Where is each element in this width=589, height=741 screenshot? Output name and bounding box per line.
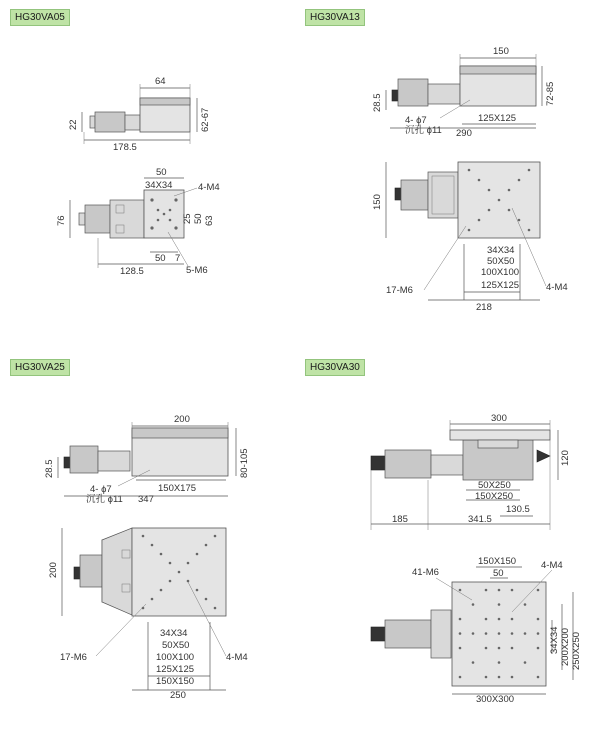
mount-hole	[498, 676, 501, 679]
mount-hole	[511, 632, 514, 635]
va13-plan-p2: 50X50	[487, 256, 515, 267]
mount-hole	[214, 607, 217, 610]
mount-hole	[468, 169, 471, 172]
mount-hole	[488, 209, 491, 212]
mount-hole	[459, 647, 462, 650]
mount-hole	[459, 676, 462, 679]
va25-plan-p2: 50X50	[162, 640, 190, 651]
va05-plan-tap-bottom: 5-M6	[186, 265, 208, 276]
mount-hole	[511, 589, 514, 592]
mount-hole	[485, 676, 488, 679]
va30-side-right-dim: 120	[560, 450, 571, 466]
va25-side-length: 347	[138, 494, 154, 505]
mount-hole	[205, 598, 208, 601]
mount-hole	[524, 661, 527, 664]
mount-hole	[518, 179, 521, 182]
va05-plan-d50: 50	[193, 213, 204, 224]
va30-plan-view	[371, 556, 582, 705]
va13-side-pitch: 125X125	[478, 113, 517, 124]
mount-hole	[459, 618, 462, 621]
mount-hole	[511, 618, 514, 621]
mount-hole	[508, 209, 511, 212]
va30-side-p1: 50X250	[478, 480, 511, 491]
mount-hole	[485, 618, 488, 621]
mount-hole	[169, 580, 172, 583]
model-tag-va30: HG30VA30	[305, 359, 365, 376]
mount-hole	[214, 535, 217, 538]
va30-plan-bottom: 300X300	[476, 694, 515, 705]
va25-side-holes: 4- ϕ7	[90, 484, 112, 495]
mount-hole	[485, 589, 488, 592]
va05-plan-tap: 4-M4	[198, 182, 220, 193]
va30-plan-top2: 50	[493, 568, 504, 579]
va30-side-p2: 150X250	[475, 491, 514, 502]
mount-hole	[472, 632, 475, 635]
va13-plan-tap-right: 4-M4	[546, 282, 568, 293]
va05-plan-d63: 63	[204, 215, 215, 226]
mount-hole	[187, 562, 190, 565]
mount-hole	[472, 603, 475, 606]
va25-plan-left-dim: 200	[48, 562, 59, 578]
mount-hole	[537, 647, 540, 650]
mount-hole	[498, 618, 501, 621]
va05-plan-view	[56, 167, 220, 277]
va25-plan-length: 250	[170, 690, 186, 701]
mount-hole	[178, 571, 181, 574]
mount-hole	[485, 647, 488, 650]
mount-hole	[151, 598, 154, 601]
mount-hole	[498, 199, 501, 202]
mount-hole	[205, 544, 208, 547]
mount-hole	[478, 179, 481, 182]
mount-hole	[498, 661, 501, 664]
va25-plan-tap-right: 4-M4	[226, 652, 248, 663]
model-tag-va25: HG30VA25	[10, 359, 70, 376]
va05-side-left-dim: 22	[68, 119, 79, 130]
mount-hole	[488, 189, 491, 192]
va13-plan-tap-left: 17-M6	[386, 285, 413, 296]
mount-hole	[498, 603, 501, 606]
mount-hole	[537, 632, 540, 635]
va30-plan-tap-left: 41-M6	[412, 567, 439, 578]
mount-hole	[478, 219, 481, 222]
va13-plan-length: 218	[476, 302, 492, 313]
va05-plan-left-dim: 76	[56, 215, 67, 226]
mount-hole	[187, 580, 190, 583]
mount-hole	[459, 589, 462, 592]
va25-side-pitch: 150X175	[158, 483, 197, 494]
mount-hole	[511, 647, 514, 650]
mount-hole	[537, 589, 540, 592]
mount-hole	[498, 632, 501, 635]
va05-plan-bottom7: 7	[175, 253, 181, 264]
mount-hole	[524, 632, 527, 635]
va05-side-length-dim: 178.5	[113, 142, 137, 153]
mount-hole	[472, 661, 475, 664]
va05-side-top-dim: 64	[155, 76, 166, 87]
mount-hole	[528, 229, 531, 232]
va05-plan-pitch: 34X34	[145, 180, 173, 191]
va25-plan-p4: 125X125	[156, 664, 195, 675]
mount-hole	[160, 553, 163, 556]
va05-plan-bottom50: 50	[155, 253, 166, 264]
va25-plan-p5: 150X150	[156, 676, 195, 687]
va13-side-view	[372, 46, 556, 139]
va25-side-counter: 沉孔 ϕ11	[86, 494, 123, 505]
va25-side-top-dim: 200	[174, 414, 190, 425]
va25-plan-p3: 100X100	[156, 652, 195, 663]
va05-side-view	[68, 76, 211, 153]
mount-hole	[528, 169, 531, 172]
va13-plan-view	[372, 162, 568, 313]
mount-hole	[537, 618, 540, 621]
mount-hole	[468, 229, 471, 232]
mount-hole	[498, 647, 501, 650]
mount-hole	[524, 603, 527, 606]
mount-hole	[518, 219, 521, 222]
va30-side-left-len: 185	[392, 514, 408, 525]
va13-plan-p1: 34X34	[487, 245, 515, 256]
va13-side-left-dim: 28.5	[372, 93, 383, 112]
va30-plan-r2: 200X200	[560, 627, 571, 666]
mount-hole	[169, 562, 172, 565]
va25-side-view	[44, 414, 250, 505]
va05-plan-d25: 25	[182, 213, 193, 224]
va05-plan-top-dim: 50	[156, 167, 167, 178]
mount-hole	[508, 189, 511, 192]
va05-side-right-dim: 62-67	[200, 107, 211, 132]
va25-side-right-dim: 80-105	[239, 448, 250, 478]
va25-plan-p1: 34X34	[160, 628, 188, 639]
mount-hole	[485, 632, 488, 635]
va13-side-counter: 沉孔 ϕ11	[405, 125, 442, 136]
va30-side-d130: 130.5	[506, 504, 530, 515]
mount-hole	[196, 553, 199, 556]
mount-hole	[160, 589, 163, 592]
mount-hole	[498, 589, 501, 592]
mount-hole	[196, 589, 199, 592]
mount-hole	[151, 544, 154, 547]
va30-plan-r3: 250X250	[571, 631, 582, 670]
va05-plan-length: 128.5	[120, 266, 144, 277]
va13-plan-left-dim: 150	[372, 194, 383, 210]
va13-side-right-dim: 72-85	[545, 81, 556, 106]
va30-side-right-len: 341.5	[468, 514, 492, 525]
mount-hole	[459, 632, 462, 635]
va25-plan-view	[48, 528, 248, 701]
va30-side-top-dim: 300	[491, 413, 507, 424]
va13-plan-p4: 125X125	[481, 280, 520, 291]
va30-plan-r1: 34X34	[549, 626, 560, 654]
va25-side-left-dim: 28.5	[44, 459, 55, 478]
model-tag-va13: HG30VA13	[305, 9, 365, 26]
mount-hole	[142, 535, 145, 538]
va25-plan-tap-left: 17-M6	[60, 652, 87, 663]
mount-hole	[511, 676, 514, 679]
model-tag-va05: HG30VA05	[10, 9, 70, 26]
va13-side-length: 290	[456, 128, 472, 139]
va30-plan-top1: 150X150	[478, 556, 517, 567]
va30-plan-tap-right: 4-M4	[541, 560, 563, 571]
mount-hole	[537, 676, 540, 679]
va13-side-holes: 4- ϕ7	[405, 115, 427, 126]
va13-plan-p3: 100X100	[481, 267, 520, 278]
va13-side-top-dim: 150	[493, 46, 509, 57]
va30-side-view	[371, 413, 571, 530]
